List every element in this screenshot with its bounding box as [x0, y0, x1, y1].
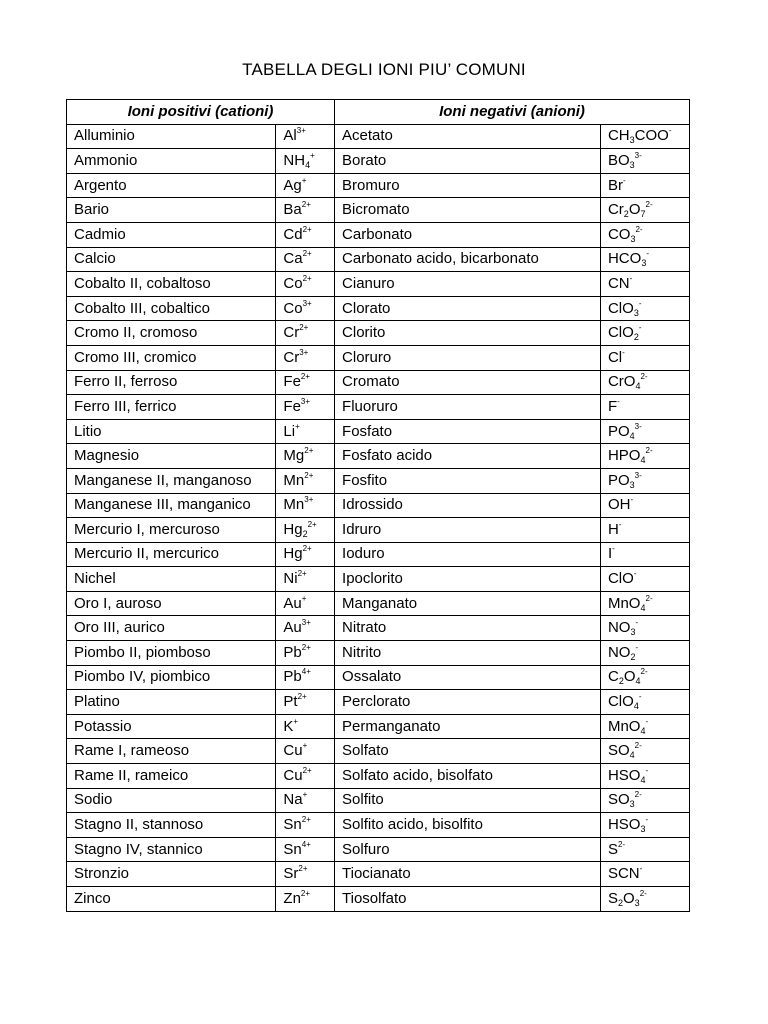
cation-formula-cell: $Pb^{2+}$: [276, 641, 335, 666]
cation-formula-cell: $Mg^{2+}$: [276, 444, 335, 469]
cation-name-cell: Magnesio: [67, 444, 276, 469]
cation-formula-cell: $Pb^{4+}$: [276, 665, 335, 690]
cation-name-cell: Stronzio: [67, 862, 276, 887]
cation-formula-cell: $Mn^{2+}$: [276, 468, 335, 493]
table-row: [67, 345, 690, 370]
cation-name-cell: Cadmio: [67, 222, 276, 247]
anion-name-cell: Solfato: [335, 739, 601, 764]
table-row: [67, 714, 690, 739]
ion-table: [66, 99, 690, 912]
anion-formula-cell: MnO$_4^{2-}$: [600, 591, 689, 616]
anion-name-cell: Carbonato acido, bicarbonato: [335, 247, 601, 272]
cation-formula-cell: Au+: [276, 591, 335, 616]
anion-formula-cell: $HSO_3^-$: [600, 813, 689, 838]
table-row: [67, 641, 690, 666]
anion-formula-cell: $NO_3^-$: [600, 616, 689, 641]
anion-formula-cell: ClO-: [600, 567, 689, 592]
table-row: [67, 690, 690, 715]
cation-formula-cell: $Zn^{2+}$: [276, 887, 335, 912]
table-row: [67, 862, 690, 887]
anion-formula-cell: $BO_3^{3-}$: [600, 149, 689, 174]
cation-formula-cell: $NH_4^+$: [276, 149, 335, 174]
anion-name-cell: Bromuro: [335, 173, 601, 198]
table-row: [67, 739, 690, 764]
table-row: [67, 591, 690, 616]
cation-formula-cell: $Co^{3+}$: [276, 296, 335, 321]
anion-name-cell: Solfito acido, bisolfito: [335, 813, 601, 838]
cation-name-cell: Zinco: [67, 887, 276, 912]
anion-formula-cell: H-: [600, 518, 689, 543]
anion-formula-cell: F-: [600, 395, 689, 420]
anion-formula-cell: $PO_4^{3-}$: [600, 419, 689, 444]
table-row: [67, 813, 690, 838]
cation-name-cell: Ammonio: [67, 149, 276, 174]
anion-formula-cell: $S_2O_3^{2-}$: [600, 887, 689, 912]
table-row: [67, 444, 690, 469]
anion-name-cell: Fluoruro: [335, 395, 601, 420]
anion-name-cell: Idrossido: [335, 493, 601, 518]
table-row: [67, 247, 690, 272]
cation-formula-cell: $Au^{3+}$: [276, 616, 335, 641]
anion-formula-cell: SCN-: [600, 862, 689, 887]
table-row: [67, 395, 690, 420]
cation-formula-cell: $Hg_2^{2+}$: [276, 518, 335, 543]
anion-name-cell: Perclorato: [335, 690, 601, 715]
anions-header: Ioni negativi (anioni): [335, 100, 690, 125]
table-row: [67, 124, 690, 149]
anion-formula-cell: Cl-: [600, 345, 689, 370]
cation-name-cell: Calcio: [67, 247, 276, 272]
anion-name-cell: Nitrito: [335, 641, 601, 666]
cation-name-cell: Ferro III, ferrico: [67, 395, 276, 420]
cation-name-cell: Mercurio II, mercurico: [67, 542, 276, 567]
cation-formula-cell: $Co^{2+}$: [276, 272, 335, 297]
cation-formula-cell: $Al^{3+}$: [276, 124, 335, 149]
anion-formula-cell: $HSO_4^-$: [600, 764, 689, 789]
anion-formula-cell: $CH_3COO^-$: [600, 124, 689, 149]
anion-formula-cell: $HPO_4^{2-}$: [600, 444, 689, 469]
cation-formula-cell: $Ba^{2+}$: [276, 198, 335, 223]
cation-name-cell: Manganese III, manganico: [67, 493, 276, 518]
anion-name-cell: Fosfito: [335, 468, 601, 493]
anion-name-cell: Acetato: [335, 124, 601, 149]
anion-formula-cell: ClO$_3$-: [600, 296, 689, 321]
anion-formula-cell: ClO$_2$-: [600, 321, 689, 346]
table-row: [67, 272, 690, 297]
cation-name-cell: Rame I, rameoso: [67, 739, 276, 764]
table-row: [67, 198, 690, 223]
cation-formula-cell: $Cr^{2+}$: [276, 321, 335, 346]
table-row: [67, 468, 690, 493]
anion-name-cell: Tiosolfato: [335, 887, 601, 912]
anion-formula-cell: $HCO_3^-$: [600, 247, 689, 272]
table-row: [67, 493, 690, 518]
table-row: [67, 518, 690, 543]
cation-formula-cell: $Sn^{2+}$: [276, 813, 335, 838]
anion-name-cell: Cromato: [335, 370, 601, 395]
cation-name-cell: Stagno IV, stannico: [67, 837, 276, 862]
anion-name-cell: Solfito: [335, 788, 601, 813]
anion-name-cell: Nitrato: [335, 616, 601, 641]
anion-name-cell: Ipoclorito: [335, 567, 601, 592]
anion-formula-cell: MnO$_4$-: [600, 714, 689, 739]
cation-name-cell: Cromo II, cromoso: [67, 321, 276, 346]
cation-formula-cell: $Sn^{4+}$: [276, 837, 335, 862]
anion-name-cell: Permanganato: [335, 714, 601, 739]
table-row: [67, 222, 690, 247]
cation-formula-cell: $Ni^{2+}$: [276, 567, 335, 592]
anion-name-cell: Cianuro: [335, 272, 601, 297]
cation-name-cell: Nichel: [67, 567, 276, 592]
anion-name-cell: Clorito: [335, 321, 601, 346]
anion-name-cell: Tiocianato: [335, 862, 601, 887]
table-row: [67, 616, 690, 641]
anion-formula-cell: ClO$_4$-: [600, 690, 689, 715]
anion-formula-cell: $Cr_2O_7^{2-}$: [600, 198, 689, 223]
anion-name-cell: Carbonato: [335, 222, 601, 247]
cation-name-cell: Piombo IV, piombico: [67, 665, 276, 690]
anion-formula-cell: $CO_3^{2-}$: [600, 222, 689, 247]
anion-name-cell: Borato: [335, 149, 601, 174]
cation-name-cell: Bario: [67, 198, 276, 223]
anion-formula-cell: $SO_4^{2-}$: [600, 739, 689, 764]
cation-name-cell: Cobalto III, cobaltico: [67, 296, 276, 321]
cation-formula-cell: $Fe^{3+}$: [276, 395, 335, 420]
anion-formula-cell: $NO_2^-$: [600, 641, 689, 666]
cation-name-cell: Mercurio I, mercuroso: [67, 518, 276, 543]
cation-name-cell: Alluminio: [67, 124, 276, 149]
page-title: TABELLA DEGLI IONI PIU’ COMUNI: [242, 60, 526, 79]
cation-formula-cell: Li+: [276, 419, 335, 444]
anion-formula-cell: CN-: [600, 272, 689, 297]
anion-formula-cell: Br-: [600, 173, 689, 198]
anion-name-cell: Ossalato: [335, 665, 601, 690]
table-row: [67, 665, 690, 690]
cation-name-cell: Cromo III, cromico: [67, 345, 276, 370]
anion-name-cell: Fosfato: [335, 419, 601, 444]
table-body: [67, 124, 690, 911]
anion-name-cell: Solfuro: [335, 837, 601, 862]
cation-formula-cell: $Cd^{2+}$: [276, 222, 335, 247]
table-row: [67, 370, 690, 395]
anion-name-cell: Idruro: [335, 518, 601, 543]
anion-formula-cell: $C_2O_4^{2-}$: [600, 665, 689, 690]
cation-name-cell: Oro III, aurico: [67, 616, 276, 641]
table-row: [67, 764, 690, 789]
anion-formula-cell: CrO$_4^{2-}$: [600, 370, 689, 395]
anion-formula-cell: OH-: [600, 493, 689, 518]
cation-formula-cell: $Ca^{2+}$: [276, 247, 335, 272]
cation-name-cell: Stagno II, stannoso: [67, 813, 276, 838]
cation-formula-cell: $Cr^{3+}$: [276, 345, 335, 370]
cation-formula-cell: Ag+: [276, 173, 335, 198]
table-row: [67, 887, 690, 912]
cation-name-cell: Litio: [67, 419, 276, 444]
anion-name-cell: Manganato: [335, 591, 601, 616]
cation-name-cell: Oro I, auroso: [67, 591, 276, 616]
cation-formula-cell: K+: [276, 714, 335, 739]
cations-header: Ioni positivi (cationi): [67, 100, 335, 125]
cation-formula-cell: $Cu^{2+}$: [276, 764, 335, 789]
anion-name-cell: Cloruro: [335, 345, 601, 370]
anion-name-cell: Clorato: [335, 296, 601, 321]
cation-formula-cell: Na+: [276, 788, 335, 813]
cation-name-cell: Sodio: [67, 788, 276, 813]
cation-formula-cell: $Hg^{2+}$: [276, 542, 335, 567]
table-row: [67, 149, 690, 174]
cation-name-cell: Manganese II, manganoso: [67, 468, 276, 493]
anion-name-cell: Solfato acido, bisolfato: [335, 764, 601, 789]
anion-formula-cell: $SO_3^{2-}$: [600, 788, 689, 813]
anion-name-cell: Ioduro: [335, 542, 601, 567]
cation-name-cell: Cobalto II, cobaltoso: [67, 272, 276, 297]
cation-name-cell: Piombo II, piomboso: [67, 641, 276, 666]
table-row: [67, 296, 690, 321]
cation-formula-cell: $Pt^{2+}$: [276, 690, 335, 715]
cation-name-cell: Platino: [67, 690, 276, 715]
cation-formula-cell: Cu+: [276, 739, 335, 764]
cation-name-cell: Argento: [67, 173, 276, 198]
table-row: [67, 419, 690, 444]
cation-formula-cell: $Sr^{2+}$: [276, 862, 335, 887]
cation-name-cell: Potassio: [67, 714, 276, 739]
cation-name-cell: Rame II, rameico: [67, 764, 276, 789]
table-row: [67, 321, 690, 346]
cation-formula-cell: $Fe^{2+}$: [276, 370, 335, 395]
table-row: [67, 567, 690, 592]
cation-name-cell: Ferro II, ferroso: [67, 370, 276, 395]
table-header-row: [67, 100, 690, 125]
table-row: [67, 173, 690, 198]
anion-formula-cell: I-: [600, 542, 689, 567]
cation-formula-cell: $Mn^{3+}$: [276, 493, 335, 518]
table-row: [67, 542, 690, 567]
anion-name-cell: Bicromato: [335, 198, 601, 223]
table-row: [67, 788, 690, 813]
anion-formula-cell: $S^{2-}$: [600, 837, 689, 862]
anion-formula-cell: $PO_3^{3-}$: [600, 468, 689, 493]
table-row: [67, 837, 690, 862]
anion-name-cell: Fosfato acido: [335, 444, 601, 469]
